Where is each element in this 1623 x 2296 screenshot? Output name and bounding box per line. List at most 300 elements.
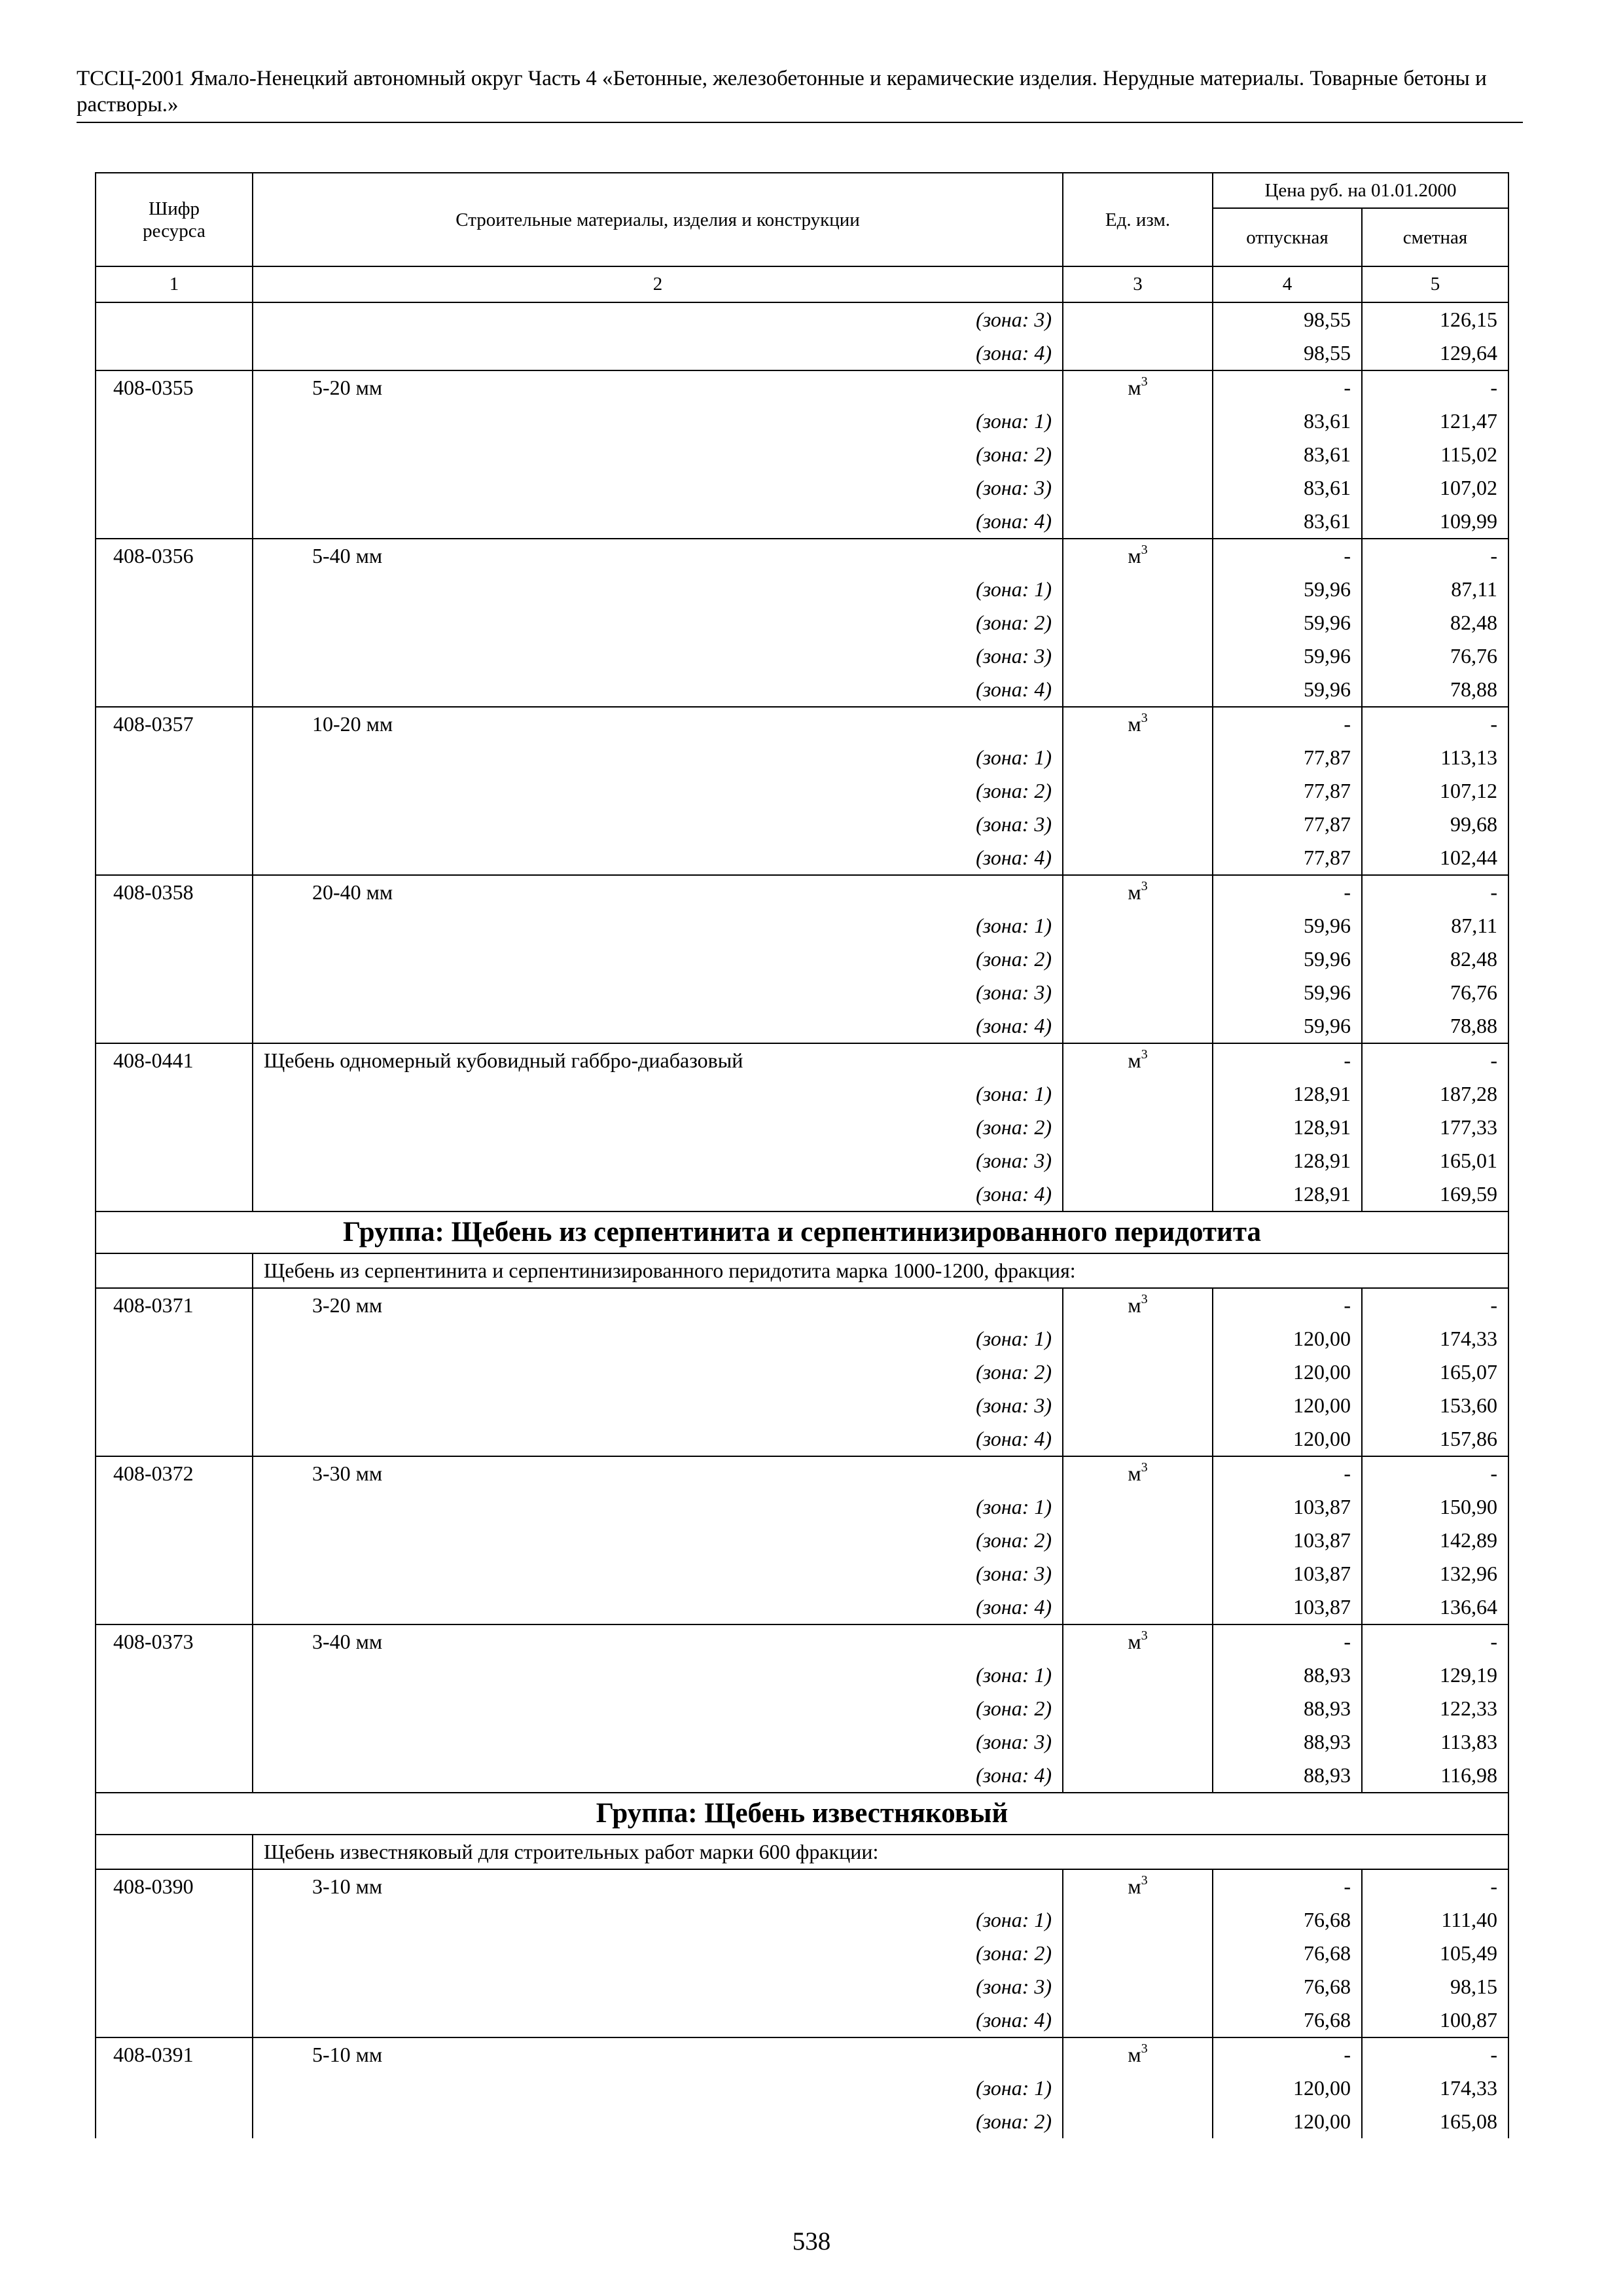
unit-empty [1063, 471, 1213, 505]
unit-empty [1063, 808, 1213, 841]
zone-label: (зона: 3) [253, 1557, 1063, 1590]
estimate-price: 107,02 [1362, 471, 1508, 505]
unit-empty [1063, 1725, 1213, 1759]
zone-row [96, 1903, 1508, 1937]
zone-row [96, 573, 1508, 606]
resource-row [96, 707, 1508, 741]
zone-row [96, 841, 1508, 875]
unit-exponent: 3 [1141, 879, 1148, 893]
estimate-price: - [1362, 1624, 1508, 1659]
zone-label: (зона: 2) [253, 942, 1063, 976]
zone-label: (зона: 4) [253, 673, 1063, 707]
resource-row [96, 370, 1508, 404]
unit-cell [1063, 1043, 1213, 1077]
zone-row [96, 1077, 1508, 1111]
zone-label: (зона: 4) [253, 336, 1063, 370]
release-price: 88,93 [1213, 1725, 1362, 1759]
release-price: 103,87 [1213, 1490, 1362, 1524]
zone-label: (зона: 2) [253, 1937, 1063, 1970]
resource-row [96, 1869, 1508, 1903]
resource-row [96, 1288, 1508, 1322]
code-empty [96, 302, 253, 336]
resource-name: 3-10 мм [253, 1869, 1063, 1903]
release-price: 59,96 [1213, 639, 1362, 673]
unit-label: м [1128, 1630, 1141, 1653]
unit-exponent: 3 [1141, 2041, 1148, 2056]
resource-code: 408-0390 [96, 1869, 253, 1903]
unit-label: м [1128, 712, 1141, 736]
code-empty [96, 573, 253, 606]
unit-empty [1063, 1077, 1213, 1111]
release-price: 120,00 [1213, 1422, 1362, 1456]
zone-row [96, 1322, 1508, 1355]
estimate-price: 129,64 [1362, 336, 1508, 370]
code-empty [96, 1422, 253, 1456]
unit-cell [1063, 539, 1213, 573]
estimate-price: 153,60 [1362, 1389, 1508, 1422]
unit-empty [1063, 1322, 1213, 1355]
release-price: 76,68 [1213, 1970, 1362, 2003]
release-price: 120,00 [1213, 2072, 1362, 2105]
release-price: 128,91 [1213, 1111, 1362, 1144]
estimate-price: - [1362, 875, 1508, 909]
code-empty [96, 673, 253, 707]
estimate-price: 174,33 [1362, 2072, 1508, 2105]
estimate-price: 100,87 [1362, 2003, 1508, 2037]
resource-row [96, 1456, 1508, 1490]
code-empty [96, 1177, 253, 1211]
estimate-price: 102,44 [1362, 841, 1508, 875]
resource-name: 3-20 мм [253, 1288, 1063, 1322]
zone-label: (зона: 4) [253, 1590, 1063, 1624]
estimate-price: 132,96 [1362, 1557, 1508, 1590]
release-price: - [1213, 1456, 1362, 1490]
estimate-price: - [1362, 1456, 1508, 1490]
price-table [95, 172, 1509, 2138]
release-price: 77,87 [1213, 841, 1362, 875]
zone-label: (зона: 2) [253, 1355, 1063, 1389]
code-empty [96, 1009, 253, 1043]
estimate-price: 78,88 [1362, 673, 1508, 707]
zone-label: (зона: 4) [253, 1177, 1063, 1211]
unit-empty [1063, 1659, 1213, 1692]
zone-row [96, 1937, 1508, 1970]
unit-empty [1063, 573, 1213, 606]
resource-row [96, 1043, 1508, 1077]
zone-label: (зона: 1) [253, 404, 1063, 438]
code-empty [96, 841, 253, 875]
unit-empty [1063, 438, 1213, 471]
release-price: 59,96 [1213, 976, 1362, 1009]
code-empty [96, 505, 253, 539]
release-price: 120,00 [1213, 1322, 1362, 1355]
unit-exponent: 3 [1141, 543, 1148, 557]
zone-row [96, 336, 1508, 370]
subheading-row [96, 1835, 1508, 1869]
code-empty [96, 2003, 253, 2037]
code-empty [96, 1144, 253, 1177]
release-price: - [1213, 539, 1362, 573]
code-empty [96, 1759, 253, 1793]
release-price: - [1213, 707, 1362, 741]
estimate-price: - [1362, 2037, 1508, 2072]
group-row [96, 1793, 1508, 1835]
unit-label: м [1128, 1462, 1141, 1485]
release-price: 76,68 [1213, 2003, 1362, 2037]
estimate-price: 121,47 [1362, 404, 1508, 438]
subheading-code-empty [96, 1253, 253, 1288]
subheading-text: Щебень известняковый для строительных работ марки 600 фракции: [253, 1835, 1508, 1869]
estimate-price: 113,83 [1362, 1725, 1508, 1759]
release-price: 77,87 [1213, 808, 1362, 841]
code-empty [96, 2072, 253, 2105]
code-empty [96, 639, 253, 673]
zone-row [96, 1557, 1508, 1590]
release-price: 98,55 [1213, 302, 1362, 336]
code-empty [96, 1077, 253, 1111]
zone-label: (зона: 3) [253, 976, 1063, 1009]
zone-label: (зона: 2) [253, 774, 1063, 808]
resource-row [96, 875, 1508, 909]
col-number: 1 [96, 266, 253, 302]
zone-row [96, 1490, 1508, 1524]
unit-empty [1063, 1144, 1213, 1177]
resource-name: 5-10 мм [253, 2037, 1063, 2072]
estimate-price: 129,19 [1362, 1659, 1508, 1692]
zone-row [96, 976, 1508, 1009]
release-price: 88,93 [1213, 1692, 1362, 1725]
zone-label: (зона: 1) [253, 909, 1063, 942]
code-empty [96, 774, 253, 808]
estimate-price: 109,99 [1362, 505, 1508, 539]
estimate-price: 82,48 [1362, 942, 1508, 976]
zone-label: (зона: 4) [253, 841, 1063, 875]
release-price: 77,87 [1213, 741, 1362, 774]
estimate-price: 76,76 [1362, 976, 1508, 1009]
unit-empty [1063, 1177, 1213, 1211]
estimate-price: 98,15 [1362, 1970, 1508, 2003]
zone-label: (зона: 3) [253, 1970, 1063, 2003]
unit-empty [1063, 1970, 1213, 2003]
header-divider [77, 122, 1523, 123]
unit-label: м [1128, 1874, 1141, 1898]
unit-cell [1063, 1869, 1213, 1903]
zone-label: (зона: 2) [253, 1111, 1063, 1144]
unit-empty [1063, 1009, 1213, 1043]
zone-row [96, 1590, 1508, 1624]
unit-label: м [1128, 544, 1141, 567]
zone-label: (зона: 4) [253, 1422, 1063, 1456]
zone-label: (зона: 4) [253, 2003, 1063, 2037]
code-empty [96, 471, 253, 505]
code-empty [96, 1903, 253, 1937]
unit-empty [1063, 1937, 1213, 1970]
unit-empty [1063, 639, 1213, 673]
unit-exponent: 3 [1141, 711, 1148, 725]
zone-label: (зона: 2) [253, 2105, 1063, 2138]
zone-label: (зона: 2) [253, 1524, 1063, 1557]
resource-code: 408-0357 [96, 707, 253, 741]
code-empty [96, 2105, 253, 2138]
estimate-price: 87,11 [1362, 909, 1508, 942]
code-empty [96, 438, 253, 471]
resource-row [96, 1624, 1508, 1659]
resource-name: 3-40 мм [253, 1624, 1063, 1659]
unit-empty [1063, 1759, 1213, 1793]
unit-cell [1063, 707, 1213, 741]
zone-label: (зона: 1) [253, 573, 1063, 606]
zone-row [96, 942, 1508, 976]
unit-empty [1063, 606, 1213, 639]
release-price: 76,68 [1213, 1937, 1362, 1970]
zone-label: (зона: 2) [253, 1692, 1063, 1725]
zone-row [96, 404, 1508, 438]
unit-empty [1063, 505, 1213, 539]
zone-row [96, 505, 1508, 539]
zone-row [96, 1524, 1508, 1557]
code-empty [96, 942, 253, 976]
release-price: 88,93 [1213, 1759, 1362, 1793]
code-empty [96, 1490, 253, 1524]
page-number: 538 [792, 2227, 831, 2255]
zone-label: (зона: 2) [253, 438, 1063, 471]
header-name: Строительные материалы, изделия и конструкции [253, 173, 1063, 266]
col-number: 5 [1362, 266, 1508, 302]
resource-code: 408-0355 [96, 370, 253, 404]
estimate-price: 76,76 [1362, 639, 1508, 673]
code-empty [96, 1970, 253, 2003]
unit-cell [1063, 875, 1213, 909]
code-empty [96, 976, 253, 1009]
estimate-price: 126,15 [1362, 302, 1508, 336]
release-price: 59,96 [1213, 573, 1362, 606]
zone-row [96, 438, 1508, 471]
zone-row [96, 639, 1508, 673]
resource-code: 408-0358 [96, 875, 253, 909]
zone-row [96, 1692, 1508, 1725]
unit-empty [1063, 841, 1213, 875]
unit-empty [1063, 1422, 1213, 1456]
release-price: 77,87 [1213, 774, 1362, 808]
resource-code: 408-0356 [96, 539, 253, 573]
resource-row [96, 2037, 1508, 2072]
resource-name: 20-40 мм [253, 875, 1063, 909]
estimate-price: 174,33 [1362, 1322, 1508, 1355]
zone-label: (зона: 3) [253, 1389, 1063, 1422]
release-price: 120,00 [1213, 1355, 1362, 1389]
unit-empty [1063, 2072, 1213, 2105]
code-empty [96, 404, 253, 438]
release-price: - [1213, 370, 1362, 404]
unit-empty [1063, 1490, 1213, 1524]
zone-row [96, 1111, 1508, 1144]
code-empty [96, 1725, 253, 1759]
code-empty [96, 606, 253, 639]
code-empty [96, 336, 253, 370]
estimate-price: 157,86 [1362, 1422, 1508, 1456]
header-estimate-price: сметная [1362, 208, 1508, 266]
release-price: 59,96 [1213, 606, 1362, 639]
estimate-price: 99,68 [1362, 808, 1508, 841]
zone-label: (зона: 3) [253, 639, 1063, 673]
unit-label: м [1128, 880, 1141, 904]
col-number: 3 [1063, 266, 1213, 302]
unit-empty [1063, 336, 1213, 370]
unit-label: м [1128, 1049, 1141, 1072]
estimate-price: 187,28 [1362, 1077, 1508, 1111]
zone-label: (зона: 1) [253, 2072, 1063, 2105]
zone-label: (зона: 3) [253, 302, 1063, 336]
estimate-price: 165,01 [1362, 1144, 1508, 1177]
unit-exponent: 3 [1141, 1873, 1148, 1888]
estimate-price: 165,07 [1362, 1355, 1508, 1389]
estimate-price: 107,12 [1362, 774, 1508, 808]
zone-label: (зона: 3) [253, 808, 1063, 841]
release-price: 83,61 [1213, 471, 1362, 505]
unit-empty [1063, 1355, 1213, 1389]
unit-cell [1063, 1624, 1213, 1659]
zone-label: (зона: 4) [253, 1009, 1063, 1043]
unit-empty [1063, 976, 1213, 1009]
zone-row [96, 1355, 1508, 1389]
zone-label: (зона: 4) [253, 505, 1063, 539]
header-code: Шифр ресурса [96, 173, 253, 266]
zone-row [96, 1422, 1508, 1456]
unit-cell [1063, 370, 1213, 404]
release-price: 103,87 [1213, 1524, 1362, 1557]
code-empty [96, 1937, 253, 1970]
zone-row [96, 673, 1508, 707]
header-release-price: отпускная [1213, 208, 1362, 266]
zone-row [96, 1389, 1508, 1422]
release-price: 128,91 [1213, 1177, 1362, 1211]
zone-row [96, 302, 1508, 336]
release-price: - [1213, 1869, 1362, 1903]
code-empty [96, 808, 253, 841]
zone-row [96, 1970, 1508, 2003]
release-price: 120,00 [1213, 2105, 1362, 2138]
estimate-price: - [1362, 707, 1508, 741]
group-title: Группа: Щебень известняковый [96, 1793, 1508, 1835]
release-price: 83,61 [1213, 404, 1362, 438]
unit-empty [1063, 1557, 1213, 1590]
estimate-price: - [1362, 1869, 1508, 1903]
estimate-price: - [1362, 1288, 1508, 1322]
group-row [96, 1211, 1508, 1253]
resource-name: 10-20 мм [253, 707, 1063, 741]
resource-name: 3-30 мм [253, 1456, 1063, 1490]
unit-empty [1063, 909, 1213, 942]
estimate-price: - [1362, 1043, 1508, 1077]
zone-label: (зона: 1) [253, 1322, 1063, 1355]
resource-code: 408-0391 [96, 2037, 253, 2072]
release-price: 128,91 [1213, 1144, 1362, 1177]
release-price: 59,96 [1213, 942, 1362, 976]
unit-exponent: 3 [1141, 374, 1148, 389]
unit-empty [1063, 302, 1213, 336]
code-empty [96, 741, 253, 774]
unit-exponent: 3 [1141, 1292, 1148, 1306]
release-price: 59,96 [1213, 909, 1362, 942]
estimate-price: 82,48 [1362, 606, 1508, 639]
code-empty [96, 909, 253, 942]
resource-code: 408-0441 [96, 1043, 253, 1077]
resource-name: 5-40 мм [253, 539, 1063, 573]
unit-label: м [1128, 1293, 1141, 1317]
resource-code: 408-0373 [96, 1624, 253, 1659]
estimate-price: 150,90 [1362, 1490, 1508, 1524]
code-empty [96, 1389, 253, 1422]
unit-empty [1063, 774, 1213, 808]
unit-empty [1063, 1692, 1213, 1725]
zone-row [96, 471, 1508, 505]
subheading-row [96, 1253, 1508, 1288]
zone-label: (зона: 3) [253, 1144, 1063, 1177]
estimate-price: 111,40 [1362, 1903, 1508, 1937]
release-price: - [1213, 1624, 1362, 1659]
zone-row [96, 909, 1508, 942]
unit-exponent: 3 [1141, 1460, 1148, 1475]
release-price: - [1213, 875, 1362, 909]
zone-row [96, 1009, 1508, 1043]
unit-empty [1063, 1389, 1213, 1422]
unit-label: м [1128, 376, 1141, 399]
resource-code: 408-0371 [96, 1288, 253, 1322]
estimate-price: 113,13 [1362, 741, 1508, 774]
subheading-text: Щебень из серпентинита и серпентинизированного перидотита марка 1000-1200, фракция: [253, 1253, 1508, 1288]
zone-label: (зона: 1) [253, 1490, 1063, 1524]
header-unit: Ед. изм. [1063, 173, 1213, 266]
unit-empty [1063, 404, 1213, 438]
resource-name: 5-20 мм [253, 370, 1063, 404]
estimate-price: - [1362, 370, 1508, 404]
release-price: - [1213, 1288, 1362, 1322]
release-price: 59,96 [1213, 1009, 1362, 1043]
zone-row [96, 1177, 1508, 1211]
release-price: 98,55 [1213, 336, 1362, 370]
zone-row [96, 2003, 1508, 2037]
release-price: 103,87 [1213, 1590, 1362, 1624]
unit-empty [1063, 741, 1213, 774]
zone-row [96, 741, 1508, 774]
zone-row [96, 1725, 1508, 1759]
zone-row [96, 774, 1508, 808]
release-price: 59,96 [1213, 673, 1362, 707]
unit-cell [1063, 1456, 1213, 1490]
estimate-price: 177,33 [1362, 1111, 1508, 1144]
header-price-group: Цена руб. на 01.01.2000 [1213, 173, 1508, 208]
release-price: - [1213, 1043, 1362, 1077]
zone-label: (зона: 3) [253, 471, 1063, 505]
unit-empty [1063, 2003, 1213, 2037]
zone-label: (зона: 1) [253, 1903, 1063, 1937]
code-empty [96, 1659, 253, 1692]
unit-empty [1063, 1111, 1213, 1144]
col-number: 2 [253, 266, 1063, 302]
zone-label: (зона: 2) [253, 606, 1063, 639]
zone-label: (зона: 1) [253, 1077, 1063, 1111]
group-title: Группа: Щебень из серпентинита и серпентинизированного перидотита [96, 1211, 1508, 1253]
release-price: 120,00 [1213, 1389, 1362, 1422]
document-header-title: ТССЦ-2001 Ямало-Ненецкий автономный округ Часть 4 «Бетонные, железобетонные и керамические изделия. Нерудные материалы. Товарные бетоны и растворы.» [77, 67, 1487, 117]
estimate-price: 142,89 [1362, 1524, 1508, 1557]
estimate-price: 165,08 [1362, 2105, 1508, 2138]
price-table-header [96, 173, 1508, 302]
zone-row [96, 1759, 1508, 1793]
estimate-price: 87,11 [1362, 573, 1508, 606]
zone-row [96, 1659, 1508, 1692]
estimate-price: - [1362, 539, 1508, 573]
